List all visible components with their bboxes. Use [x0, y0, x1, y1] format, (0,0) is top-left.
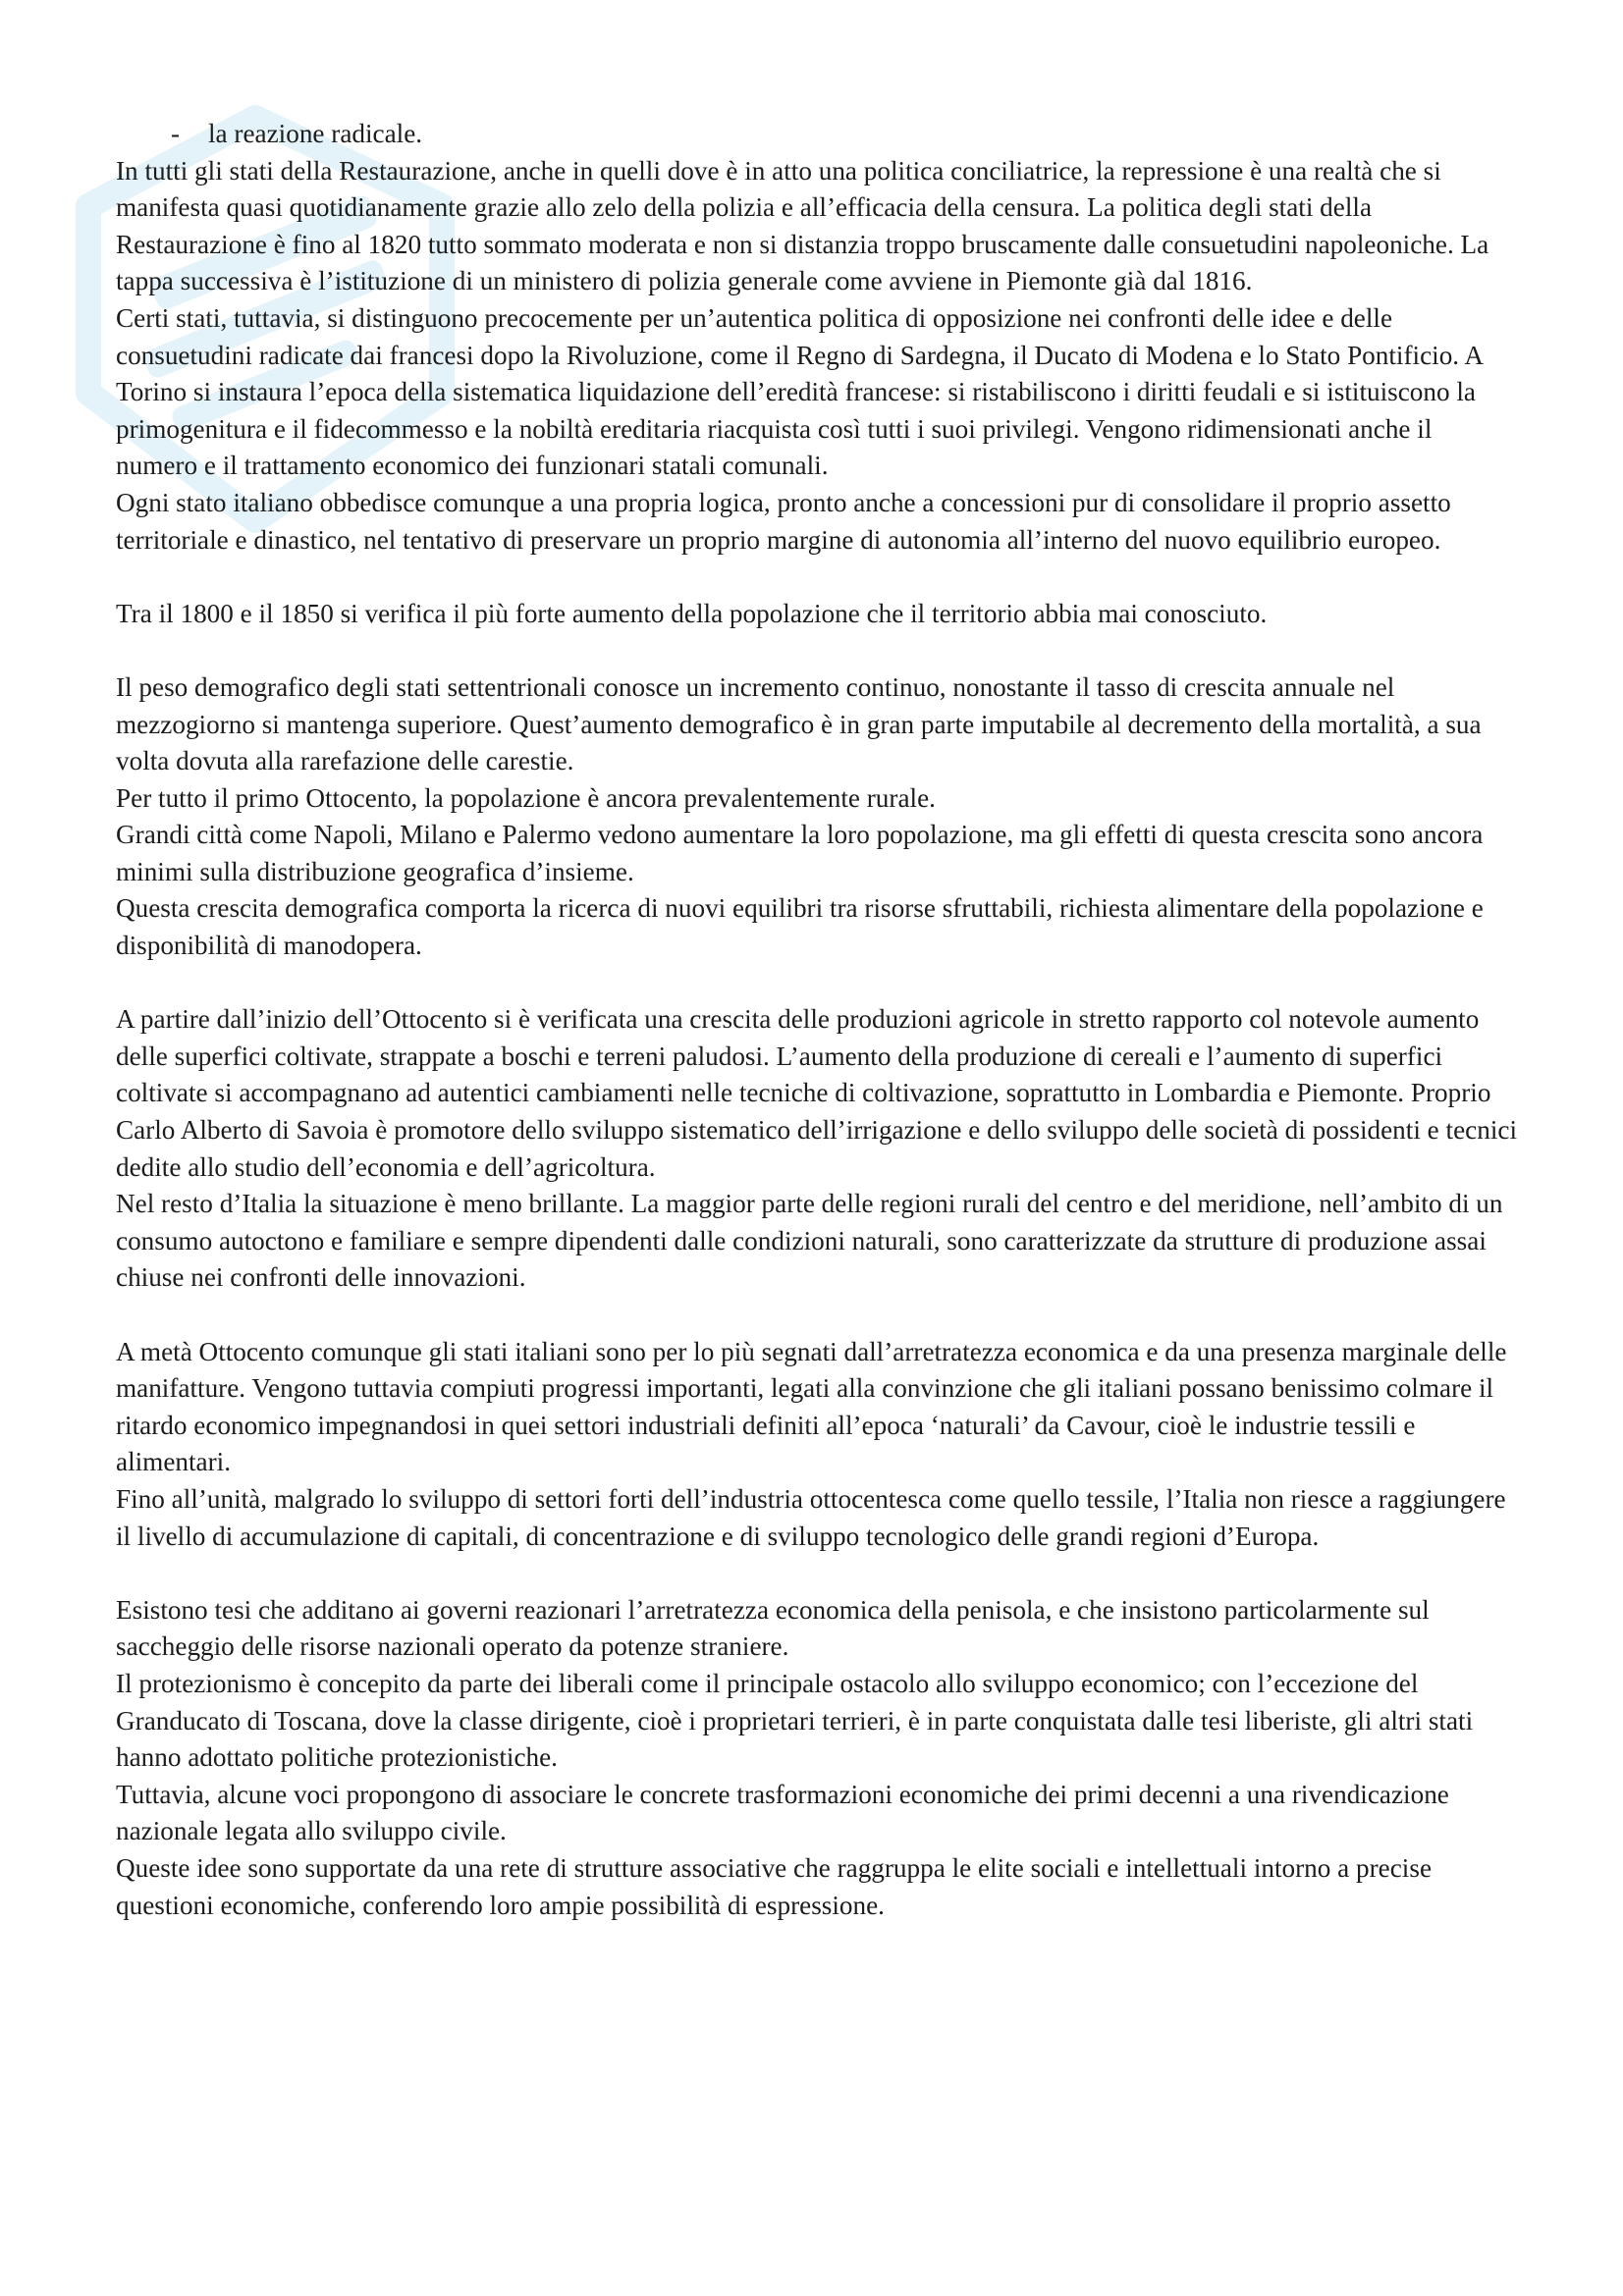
paragraph: Certi stati, tuttavia, si distinguono precocemente per un’autentica politica di opposizione nei confronti delle idee e delle consuetudini radicate dai francesi dopo la Rivoluzione, come il Regno di Sardegna, il Ducato di Modena e lo Stato Pontificio. A Torino si instaura l’epoca della sistematica liquidazione dell’eredità francese: si ristabiliscono i diritti feudali e si istituiscono la primogenitura e il fidecommesso e la nobiltà ereditaria riacquista così tutti i suoi privilegi. Vengono ridimensionati anche il numero e il trattamento economico dei funzionari statali comunali. — [116, 302, 1483, 481]
paragraphs — [116, 153, 1520, 1925]
paragraph: Tuttavia, alcune voci propongono di associare le concrete trasformazioni economiche dei primi decenni a una rivendicazione nazionale legata allo sviluppo civile. — [116, 1779, 1449, 1846]
paragraph: Questa crescita demografica comporta la ricerca di nuovi equilibri tra risorse sfruttabili, richiesta alimentare della popolazione e disponibilità di manodopera. — [116, 893, 1484, 961]
paragraph: Fino all’unità, malgrado lo sviluppo di settori forti dell’industria ottocentesca come quello tessile, l’Italia non riesce a raggiungere il livello di accumulazione di capitali, di concentrazione e di sviluppo tecnologico delle grandi regioni d’Europa. — [116, 1483, 1506, 1551]
paragraph: A metà Ottocento comunque gli stati italiani sono per lo più segnati dall’arretratezza economica e da una presenza marginale delle manifatture. Vengono tuttavia compiuti progressi importanti, legati alla convinzione che gli italiani possano benissimo colmare il ritardo economico impegnandosi in quei settori industriali definiti all’epoca ‘naturali’ da Cavour, cioè le industrie tessili e alimentari. — [116, 1336, 1507, 1477]
bullet-text: la reazione radicale. — [208, 119, 423, 148]
bullet-marker: - — [171, 119, 181, 148]
paragraph: Grandi città come Napoli, Milano e Palermo vedono aumentare la loro popolazione, ma gli effetti di questa crescita sono ancora minimi sulla distribuzione geografica d’insieme. — [116, 820, 1484, 886]
paragraph-gap — [116, 1297, 1520, 1334]
paragraph: Ogni stato italiano obbedisce comunque a una propria logica, pronto anche a concessioni pur di consolidare il proprio assetto territoriale e dinastico, nel tentativo di preservare un proprio margine di autonomia all’interno del nuovo equilibrio europeo. — [116, 487, 1451, 555]
paragraph-gap — [116, 559, 1520, 596]
paragraph-gap — [116, 632, 1520, 669]
bullet-item — [171, 116, 1520, 153]
paragraph: In tutti gli stati della Restaurazione, anche in quelli dove è in atto una politica conciliatrice, la repressione è una realtà che si manifesta quasi quotidianamente grazie allo zelo della polizia e all’efficacia della censura. La politica degli stati della Restaurazione è fino al 1820 tutto sommato moderata e non si distanzia troppo bruscamente dalle consuetudini napoleoniche. La tappa successiva è l’istituzione di un ministero di polizia generale come avviene in Piemonte già dal 1816. — [116, 155, 1489, 296]
paragraph: Esistono tesi che additano ai governi reazionari l’arretratezza economica della penisola, e che insistono particolarmente sul saccheggio delle risorse nazionali operato da potenze straniere. — [116, 1594, 1430, 1662]
paragraph: Nel resto d’Italia la situazione è meno brillante. La maggior parte delle regioni rurali del centro e del meridione, nell’ambito di un consumo autoctono e familiare e sempre dipendenti dalle condizioni naturali, sono caratterizzate da strutture di produzione assai chiuse nei confronti delle innovazioni. — [116, 1189, 1503, 1293]
paragraph: A partire dall’inizio dell’Ottocento si è verificata una crescita delle produzioni agricole in stretto rapporto col notevole aumento delle superfici coltivate, strappate a boschi e terreni paludosi. L’aumento della produzione di cereali e l’aumento di superfici coltivate si accompagnano ad autentici cambiamenti nelle tecniche di coltivazione, soprattutto in Lombardia e Piemonte. Proprio Carlo Alberto di Savoia è promotore dello sviluppo sistematico dell’irrigazione e dello sviluppo delle società di possidenti e tecnici dedite allo studio dell’economia e dell’agricoltura. — [116, 1004, 1517, 1182]
paragraph: Il peso demografico degli stati settentrionali conosce un incremento continuo, nonostante il tasso di crescita annuale nel mezzogiorno si mantenga superiore. Quest’aumento demografico è in gran parte imputabile al decremento della mortalità, a sua volta dovuta alla rarefazione delle carestie. — [116, 671, 1482, 776]
paragraph-gap — [116, 965, 1520, 1002]
document-body — [116, 116, 1520, 1924]
paragraph: Il protezionismo è concepito da parte dei liberali come il principale ostacolo allo sviluppo economico; con l’eccezione del Granducato di Toscana, dove la classe dirigente, cioè i proprietari terrieri, è in parte conquistata dalle tesi liberiste, gli altri stati hanno adottato politiche protezionistiche. — [116, 1668, 1474, 1773]
paragraph: Per tutto il primo Ottocento, la popolazione è ancora prevalentemente rurale. — [116, 782, 936, 813]
paragraph: Queste idee sono supportate da una rete di strutture associative che raggruppa le elite sociali e intellettuali intorno a precise questioni economiche, conferendo loro ampie possibilità di espressione. — [116, 1852, 1433, 1920]
paragraph-gap — [116, 1555, 1520, 1592]
paragraph: Tra il 1800 e il 1850 si verifica il più forte aumento della popolazione che il territorio abbia mai conosciuto. — [116, 598, 1268, 628]
